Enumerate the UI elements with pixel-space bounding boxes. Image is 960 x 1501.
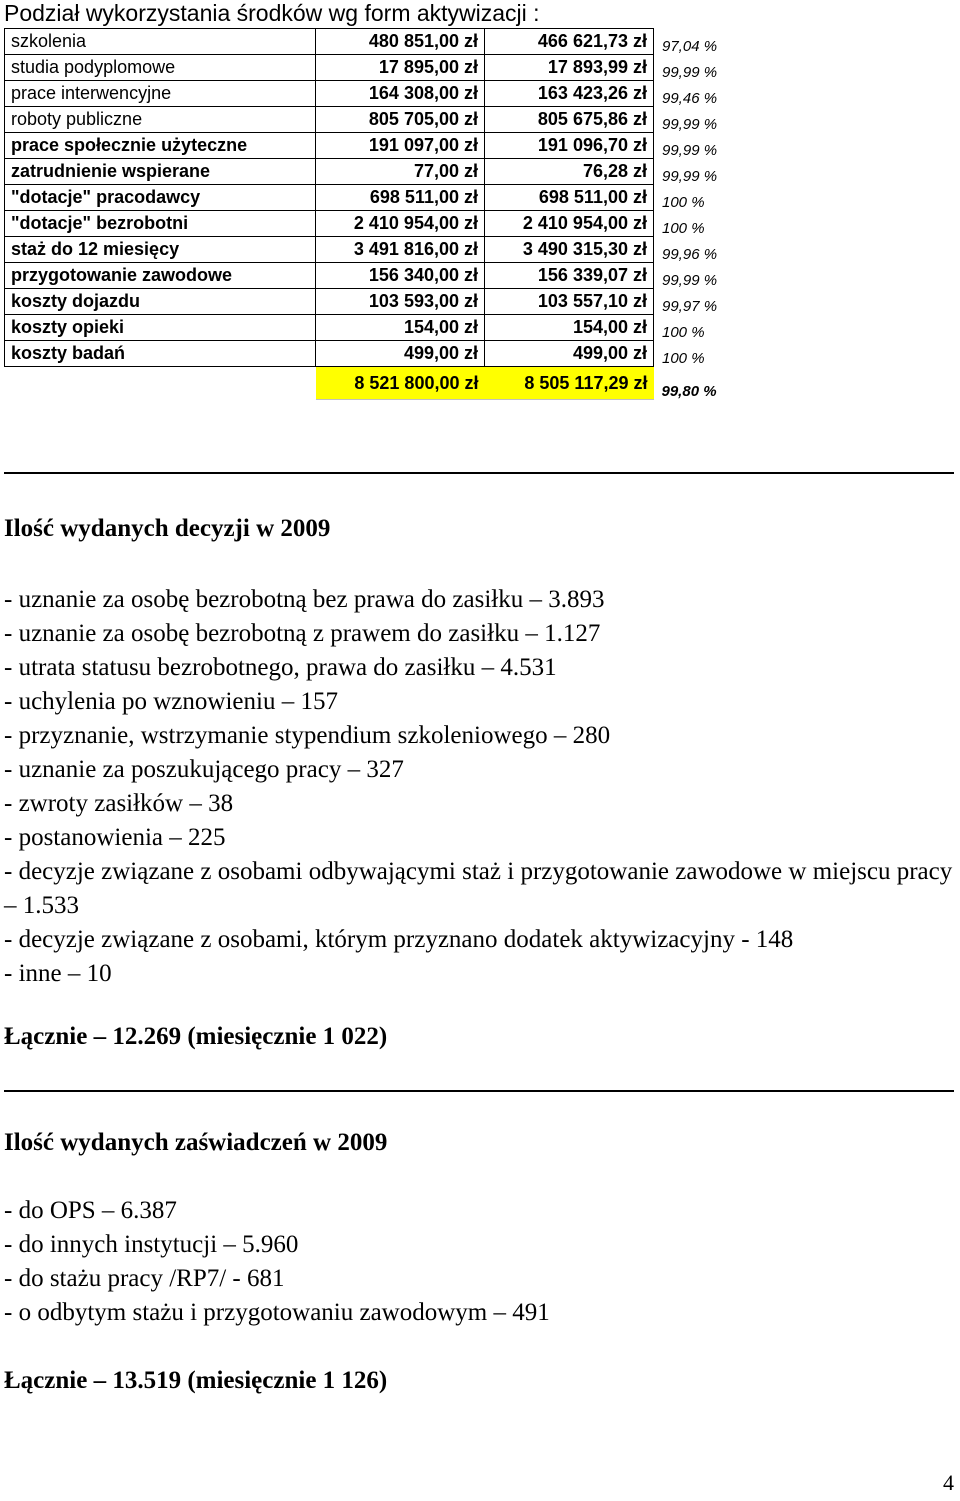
row-label: koszty badań — [5, 341, 316, 367]
table-row — [5, 315, 733, 341]
planned-amount: 698 511,00 zł — [316, 185, 485, 211]
list-item: - postanowienia – 225 — [4, 824, 226, 851]
list-item: - do stażu pracy /RP7/ - 681 — [4, 1265, 285, 1292]
list-item: - o odbytym stażu i przygotowaniu zawodowym – 491 — [4, 1299, 550, 1326]
list-item: - zwroty zasiłków – 38 — [4, 790, 234, 817]
percent-value: 100 % — [662, 219, 705, 237]
table-row — [5, 211, 733, 237]
spent-amount: 76,28 zł — [485, 159, 654, 185]
list-item: - inne – 10 — [4, 960, 112, 987]
row-label: roboty publiczne — [5, 107, 316, 133]
decisions-total: Łącznie – 12.269 (miesięcznie 1 022) — [4, 1023, 388, 1050]
spent-amount: 2 410 954,00 zł — [485, 211, 654, 237]
percent-value: 100 % — [662, 323, 705, 341]
row-label: staż do 12 miesięcy — [5, 237, 316, 263]
table-row — [5, 185, 733, 211]
planned-amount: 499,00 zł — [316, 341, 485, 367]
percent-value: 99,99 % — [662, 63, 718, 81]
list-item: - decyzje związane z osobami, którym przyznano dodatek aktywizacyjny - 148 — [4, 926, 794, 953]
table-row — [5, 341, 733, 367]
table-row — [5, 29, 733, 55]
percent-value: 99,99 % — [662, 167, 718, 185]
total-percent: 99,80 % — [661, 382, 717, 400]
section-heading: Podział wykorzystania środków wg form aktywizacji : — [4, 0, 540, 26]
table-row — [5, 133, 733, 159]
spent-amount: 466 621,73 zł — [485, 29, 654, 55]
row-label: szkolenia — [5, 29, 316, 55]
table-row — [5, 237, 733, 263]
table-row — [5, 107, 733, 133]
percent-value: 100 % — [662, 193, 705, 211]
percent-value: 97,04 % — [662, 37, 718, 55]
planned-amount: 17 895,00 zł — [316, 55, 485, 81]
list-item: - uznanie za osobę bezrobotną bez prawa do zasiłku – 3.893 — [4, 586, 605, 613]
percent-value: 99,46 % — [662, 89, 718, 107]
percent-value: 99,97 % — [662, 297, 718, 315]
spent-amount: 103 557,10 zł — [485, 289, 654, 315]
row-label: prace interwencyjne — [5, 81, 316, 107]
divider — [4, 1090, 954, 1092]
planned-amount: 3 491 816,00 zł — [316, 237, 485, 263]
decisions-list — [4, 583, 956, 991]
row-label: przygotowanie zawodowe — [5, 263, 316, 289]
planned-amount: 103 593,00 zł — [316, 289, 485, 315]
spent-amount: 154,00 zł — [485, 315, 654, 341]
percent-value: 99,99 % — [662, 271, 718, 289]
planned-amount: 805 705,00 zł — [316, 107, 485, 133]
table-row — [5, 81, 733, 107]
page-number: 4 — [943, 1470, 954, 1495]
table-row — [5, 289, 733, 315]
list-item: - utrata statusu bezrobotnego, prawa do zasiłku – 4.531 — [4, 654, 557, 681]
row-label: koszty dojazdu — [5, 289, 316, 315]
total-spent: 8 505 117,29 zł — [485, 367, 654, 400]
list-item: - uchylenia po wznowieniu – 157 — [4, 688, 338, 715]
spent-amount: 805 675,86 zł — [485, 107, 654, 133]
table-total-row — [5, 367, 733, 400]
spent-amount: 163 423,26 zł — [485, 81, 654, 107]
spent-amount: 156 339,07 zł — [485, 263, 654, 289]
list-item: - uznanie za osobę bezrobotną z prawem do zasiłku – 1.127 — [4, 620, 601, 647]
planned-amount: 164 308,00 zł — [316, 81, 485, 107]
spent-amount: 191 096,70 zł — [485, 133, 654, 159]
row-label: prace społecznie użyteczne — [5, 133, 316, 159]
planned-amount: 77,00 zł — [316, 159, 485, 185]
percent-value: 99,96 % — [662, 245, 718, 263]
spent-amount: 3 490 315,30 zł — [485, 237, 654, 263]
list-item: - do OPS – 6.387 — [4, 1197, 177, 1224]
row-label: koszty opieki — [5, 315, 316, 341]
table-row — [5, 55, 733, 81]
planned-amount: 154,00 zł — [316, 315, 485, 341]
table-row — [5, 159, 733, 185]
decisions-title: Ilość wydanych decyzji w 2009 — [4, 515, 331, 542]
percent-value: 99,99 % — [662, 115, 718, 133]
spent-amount: 499,00 zł — [485, 341, 654, 367]
row-label: zatrudnienie wspierane — [5, 159, 316, 185]
planned-amount: 191 097,00 zł — [316, 133, 485, 159]
list-item: - uznanie za poszukującego pracy – 327 — [4, 756, 404, 783]
table-row — [5, 263, 733, 289]
total-blank — [5, 367, 316, 400]
divider — [4, 472, 954, 474]
certificates-title: Ilość wydanych zaświadczeń w 2009 — [4, 1129, 388, 1156]
list-item: - do innych instytucji – 5.960 — [4, 1231, 299, 1258]
row-label: studia podyplomowe — [5, 55, 316, 81]
spent-amount: 698 511,00 zł — [485, 185, 654, 211]
row-label: "dotacje" pracodawcy — [5, 185, 316, 211]
planned-amount: 2 410 954,00 zł — [316, 211, 485, 237]
certificates-list — [4, 1194, 956, 1330]
percent-value: 100 % — [662, 349, 705, 367]
list-item: - przyznanie, wstrzymanie stypendium szkoleniowego – 280 — [4, 722, 611, 749]
percent-value: 99,99 % — [662, 141, 718, 159]
funds-table — [4, 28, 733, 400]
planned-amount: 480 851,00 zł — [316, 29, 485, 55]
total-planned: 8 521 800,00 zł — [316, 367, 485, 400]
planned-amount: 156 340,00 zł — [316, 263, 485, 289]
row-label: "dotacje" bezrobotni — [5, 211, 316, 237]
spent-amount: 17 893,99 zł — [485, 55, 654, 81]
certificates-total: Łącznie – 13.519 (miesięcznie 1 126) — [4, 1367, 388, 1394]
list-item: - decyzje związane z osobami odbywającymi staż i przygotowanie zawodowe w miejscu pracy – 1.533 — [4, 858, 953, 919]
